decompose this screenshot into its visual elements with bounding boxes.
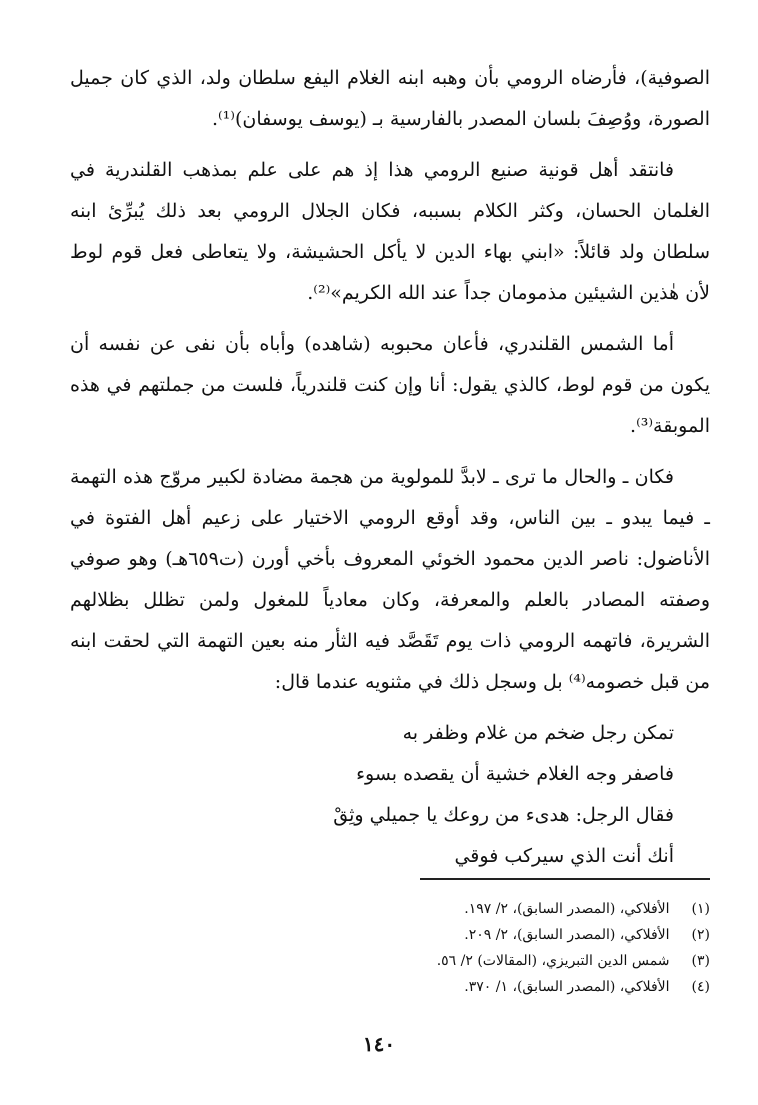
poem-line-3: فقال الرجل: هدىء من روعك يا جميلي وثِقْ xyxy=(333,804,674,826)
paragraph-4: فكان ـ والحال ما ترى ـ لابدَّ للمولوية من هجمة مضادة لكبير مروّج هذه التهمة ـ فيما يبدو ـ بين الناس، وقد أوقع الرومي الاختيار على زعيم أهل الفتوة في الأناضول: ناصر الدين محمود الخوئي المعروف بأخي أورن (ت٦٥٩هـ) وهو صوفي وصفته المصادر بالعلم والمعرفة، وكان معادياً للمغول ولمن تظلل بظلالهم الشريرة، فاتهمه الرومي ذات يوم تَقَصَّد فيه الثأر منه بعين التهمة التي لحقت ابنه من قبل خصومه⁽⁴⁾ بل وسجل ذلك في مثنويه عندما قال: xyxy=(70,466,710,693)
footnote-number: (١) xyxy=(691,901,710,917)
poem-line-1: تمكن رجل ضخم من غلام وظفر به xyxy=(402,722,674,744)
poem-block xyxy=(70,713,710,877)
footnote-number: (٢) xyxy=(691,927,710,943)
footnote-4 xyxy=(70,974,710,1000)
footnote-2 xyxy=(70,922,710,948)
footnote-text: الأفلاكي، (المصدر السابق)، ٢/ ١٩٧. xyxy=(464,901,670,917)
page-number: ١٤٠ xyxy=(362,1032,396,1056)
footnote-text: الأفلاكي، (المصدر السابق)، ٢/ ٢٠٩. xyxy=(464,927,670,943)
paragraph-1: الصوفية)، فأرضاه الرومي بأن وهبه ابنه الغلام اليفع سلطان ولد، الذي كان جميل الصورة، ووُصِفَ بلسان المصدر بالفارسية بـ (يوسف يوسفان)⁽¹⁾. xyxy=(70,67,710,130)
footnote-1 xyxy=(70,896,710,922)
footnotes xyxy=(70,896,710,1000)
poem-line-2: فاصفر وجه الغلام خشية أن يقصده بسوء xyxy=(356,763,674,785)
poem-line-4: أنك أنت الذي سيركب فوقي xyxy=(454,845,674,867)
paragraph-3: أما الشمس القلندري، فأعان محبوبه (شاهده) وأباه بأن نفى عن نفسه أن يكون من قوم لوط، كالذي يقول: أنا وإن كنت قلندرياً، فلست من جملتهم في هذه الموبقة⁽³⁾. xyxy=(70,333,710,437)
footnote-divider xyxy=(420,878,710,880)
paragraph-2: فانتقد أهل قونية صنيع الرومي هذا إذ هم على علم بمذهب القلندرية في الغلمان الحسان، وكثر الكلام بسببه، فكان الجلال الرومي بعد ذلك يُبرِّئ ابنه سلطان ولد قائلاً: «ابني بهاء الدين لا يأكل الحشيشة، ولا يتعاطى فعل قوم لوط لأن هٰذين الشيئين مذمومان جداً عند الله الكريم»⁽²⁾. xyxy=(70,159,710,304)
footnote-text: شمس الدين التبريزي، (المقالات) ٢/ ٥٦. xyxy=(436,953,670,969)
footnote-3 xyxy=(70,948,710,974)
footnote-text: الأفلاكي، (المصدر السابق)، ١/ ٣٧٠. xyxy=(464,979,670,995)
footnote-number: (٤) xyxy=(691,979,710,995)
footnote-number: (٣) xyxy=(691,953,710,969)
main-text xyxy=(70,58,710,877)
